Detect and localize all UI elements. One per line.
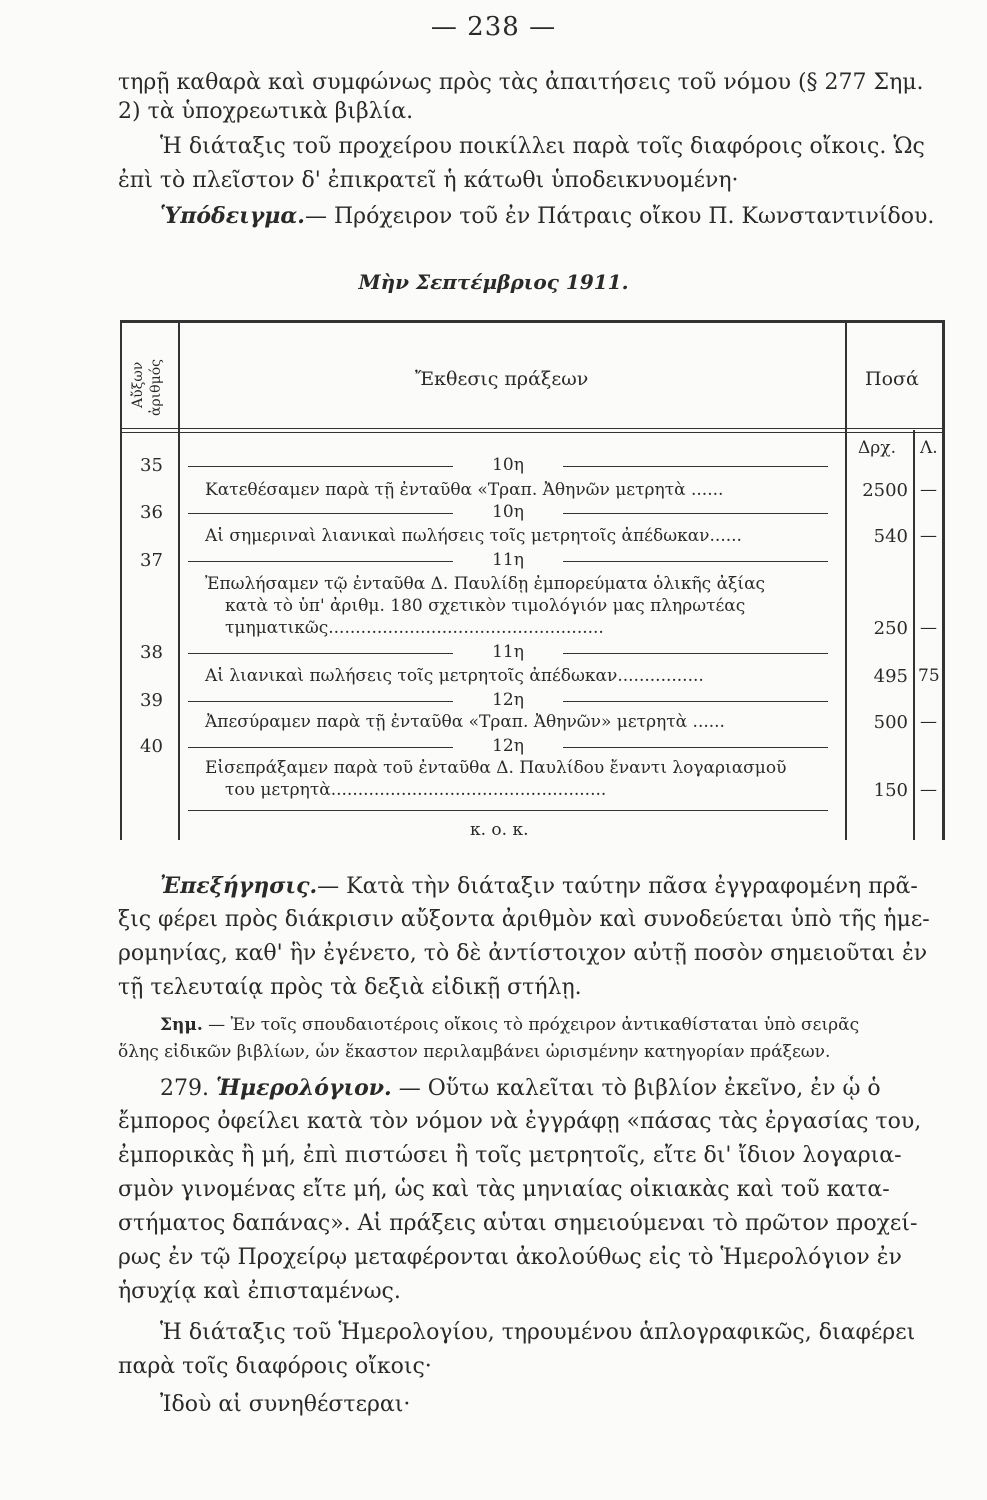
- explanation-label: Ἐπεξήγησις.: [160, 873, 318, 899]
- col-divider-number: [178, 320, 180, 840]
- entry-lepta: —: [920, 480, 937, 500]
- final-para-line-2: παρὰ τοῖς διαφόροις οἴκοις·: [118, 1354, 432, 1379]
- explanation-line-3: ρομηνίας, καθ' ἣν ἐγένετο, τὸ δὲ ἀντίστοιχον αὐτῇ ποσὸν σημειοῦται ἐν: [118, 941, 928, 966]
- entry-number: 37: [140, 550, 163, 571]
- section-line-2: ἔμπορος ὀφείλει κατὰ τὸν νόμον νὰ ἐγγράφῃ «πάσας τὰς ἐργασίας του,: [118, 1109, 922, 1134]
- page-number: — 238 —: [430, 12, 557, 42]
- closing-rule: [188, 810, 828, 811]
- note-line-2: ὅλης εἰδικῶν βιβλίων, ὧν ἕκαστον περιλαμβάνει ὡρισμένην κατηγορίαν πράξεων.: [118, 1042, 831, 1062]
- entry-date: [188, 690, 828, 710]
- entry-description: Ἐπωλήσαμεν τῷ ἐνταῦθα Δ. Παυλίδῃ ἐμπορεύματα ὁλικῆς ἀξίας: [205, 574, 766, 594]
- entry-number: 36: [140, 502, 163, 523]
- entry-date-text: 12η: [492, 736, 524, 756]
- entry-date-text: 11η: [492, 642, 524, 662]
- entry-drachmas: 500: [873, 712, 908, 733]
- entry-date-text: 10η: [492, 502, 524, 522]
- intro-line-2: 2) τὰ ὑποχρεωτικὰ βιβλία.: [118, 99, 414, 124]
- col-divider-lepta: [913, 430, 915, 840]
- explanation-text: — Κατὰ τὴν διάταξιν ταύτην πᾶσα ἐγγραφομένη πρᾶ-: [317, 874, 918, 899]
- entry-description: Εἰσεπράξαμεν παρὰ τοῦ ἐνταῦθα Δ. Παυλίδου ἔναντι λογαριασμοῦ: [205, 758, 787, 778]
- col-amount-header: Ποσά: [865, 368, 919, 390]
- section-line-4: σμὸν γινομένας εἴτε μή, ὡς καὶ τὰς μηνιαίας οἰκιακὰς καὶ τοῦ κατα-: [118, 1177, 890, 1202]
- ledger-table: [120, 320, 945, 840]
- note-text: — Ἐν τοῖς σπουδαιοτέροις οἴκοις τὸ πρόχειρον ἀντικαθίσταται ὑπὸ σειρᾶς: [208, 1015, 860, 1035]
- section-line-3: ἐμπορικὰς ἢ μή, ἐπὶ πιστώσει ἢ τοῖς μετρητοῖς, εἴτε δι' ἴδιον λογαρια-: [118, 1143, 902, 1168]
- table-left-rule: [120, 320, 122, 840]
- col-divider-amount: [845, 320, 847, 840]
- entry-date-text: 10η: [492, 455, 524, 475]
- intro-line-1: τηρῇ καθαρὰ καὶ συμφώνως πρὸς τὰς ἀπαιτήσεις τοῦ νόμου (§ 277 Σημ.: [118, 70, 924, 95]
- explanation-line-1: [160, 873, 950, 899]
- explanation-line-4: τῇ τελευταίᾳ πρὸς τὰ δεξιὰ εἰδικῇ στήλῃ.: [118, 975, 582, 1000]
- currency-lepta: Λ.: [920, 438, 938, 458]
- note-label: Σημ.: [160, 1015, 203, 1035]
- col-number-header-2: ἀριθμός: [148, 359, 164, 416]
- entry-date: [188, 502, 828, 522]
- entry-date: [188, 550, 828, 570]
- month-heading: Μὴν Σεπτέμβριος 1911.: [358, 270, 629, 294]
- entry-lepta: —: [920, 526, 937, 546]
- entry-description: Ἀπεσύραμεν παρὰ τῇ ἐνταῦθα «Τραπ. Ἀθηνῶν» μετρητὰ ......: [205, 712, 725, 732]
- table-footer: κ. ο. κ.: [470, 820, 529, 840]
- table-right-rule: [942, 320, 945, 840]
- entry-description: του μετρητὰ...................................................: [225, 780, 607, 800]
- entry-lepta: —: [920, 618, 937, 638]
- section-text: — Οὕτω καλεῖται τὸ βιβλίον ἐκεῖνο, ἐν ᾧ ὁ: [398, 1076, 881, 1101]
- table-top-rule: [120, 320, 945, 323]
- explanation-line-2: ξις φέρει πρὸς διάκρισιν αὔξοντα ἀριθμὸν καὶ συνοδεύεται ὑπὸ τῆς ἡμε-: [118, 907, 930, 932]
- entry-drachmas: 540: [873, 526, 908, 547]
- section-line-1: [160, 1075, 950, 1101]
- section-title: Ἡμερολόγιον.: [215, 1075, 392, 1101]
- section-line-6: ρως ἐν τῷ Προχείρῳ μεταφέρονται ἀκολούθως εἰς τὸ Ἡμερολόγιον ἐν: [118, 1245, 902, 1270]
- entry-date: [188, 642, 828, 662]
- entry-description: Αἱ σημεριναὶ λιανικαὶ πωλήσεις τοῖς μετρητοῖς ἀπέδωκαν......: [205, 526, 742, 546]
- entry-drachmas: 2500: [862, 480, 908, 501]
- col-number-header-1: Αὔξων: [130, 361, 146, 408]
- entry-drachmas: 495: [873, 666, 908, 687]
- note-line-1: [160, 1015, 950, 1035]
- entry-date: [188, 455, 828, 475]
- col-desc-header: Ἔκθεσις πράξεων: [415, 368, 589, 390]
- final-para-line-1: Ἡ διάταξις τοῦ Ἡμερολογίου, τηρουμένου ἁπλογραφικῶς, διαφέρει: [160, 1320, 916, 1345]
- entry-description: Αἱ λιανικαὶ πωλήσεις τοῖς μετρητοῖς ἀπέδωκαν................: [205, 666, 704, 686]
- col-number-header: [128, 338, 168, 418]
- entry-number: 38: [140, 642, 163, 663]
- header-rule-2: [120, 432, 945, 433]
- para1-line-2: ἐπὶ τὸ πλεῖστον δ' ἐπικρατεῖ ἡ κάτωθι ὑποδεικνυομένη·: [118, 168, 739, 193]
- entry-date-text: 12η: [492, 690, 524, 710]
- entry-drachmas: 150: [873, 780, 908, 801]
- entry-date: [188, 736, 828, 756]
- entry-number: 40: [140, 736, 163, 757]
- entry-drachmas: 250: [873, 618, 908, 639]
- example-line: [160, 203, 950, 229]
- section-line-7: ἡσυχίᾳ καὶ ἐπισταμένως.: [118, 1279, 401, 1304]
- entry-description: κατὰ τὸ ὑπ' ἀριθμ. 180 σχετικὸν τιμολόγιόν μας πληρωτέας: [225, 596, 746, 616]
- final-para-line-3: Ἰδοὺ αἱ συνηθέστεραι·: [160, 1392, 411, 1417]
- currency-drachma: Δρχ.: [858, 438, 896, 458]
- entry-lepta: —: [920, 780, 937, 800]
- example-label: Ὑπόδειγμα.: [160, 203, 305, 229]
- entry-number: 35: [140, 455, 163, 476]
- section-line-5: στήματος δαπάνας». Αἱ πράξεις αὗται σημειούμεναι τὸ πρῶτον προχεί-: [118, 1211, 918, 1236]
- entry-lepta: —: [920, 712, 937, 732]
- entry-lepta: 75: [918, 666, 940, 686]
- entry-date-text: 11η: [492, 550, 524, 570]
- header-rule-1: [120, 428, 945, 429]
- entry-number: 39: [140, 690, 163, 711]
- section-number: 279.: [160, 1076, 209, 1101]
- para1-line-1: Ἡ διάταξις τοῦ προχείρου ποικίλλει παρὰ τοῖς διαφόροις οἴκοις. Ὡς: [160, 134, 925, 159]
- example-text: — Πρόχειρον τοῦ ἐν Πάτραις οἴκου Π. Κωνσταντινίδου.: [304, 204, 935, 229]
- entry-description: Κατεθέσαμεν παρὰ τῇ ἐνταῦθα «Τραπ. Ἀθηνῶν μετρητὰ ......: [205, 480, 724, 500]
- entry-description: τμηματικῶς...................................................: [225, 618, 604, 638]
